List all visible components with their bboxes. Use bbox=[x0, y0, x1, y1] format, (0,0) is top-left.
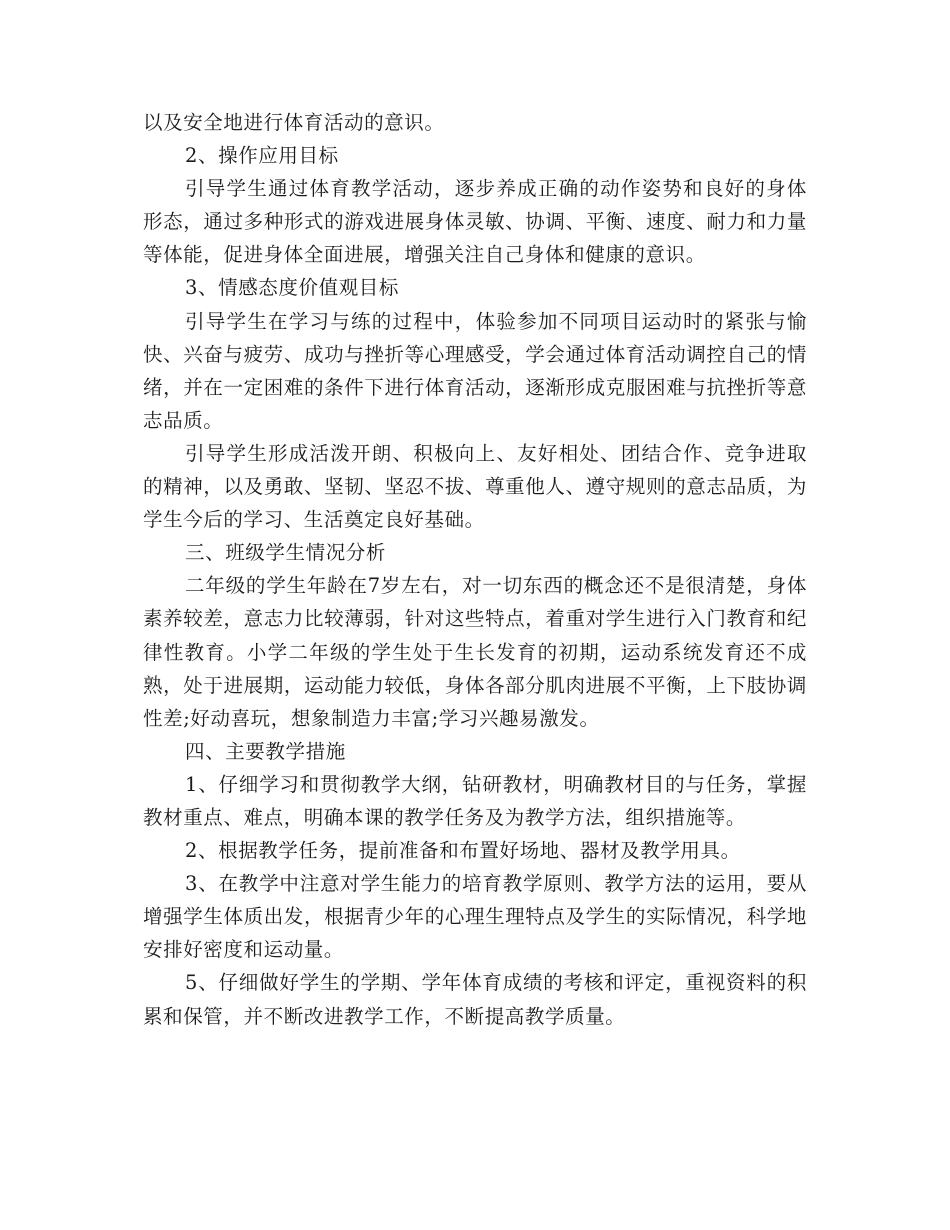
document-body bbox=[143, 106, 807, 1033]
heading-teaching-measures: 四、主要教学措施 bbox=[185, 739, 346, 763]
paragraph-continuation: 以及安全地进行体育活动的意识。 bbox=[143, 111, 445, 134]
heading-emotion-goal: 3、情感态度价值观目标 bbox=[185, 276, 400, 300]
paragraph-measure-5: 5、仔细做好学生的学期、学年体育成绩的考核和评定，重视资料的积累和保管，并不断改进教学工作，不断提高教学质量。 bbox=[143, 971, 807, 1028]
paragraph-emotion-goal-2: 引导学生形成活泼开朗、积极向上、友好相处、团结合作、竞争进取的精神，以及勇敢、坚韧、坚忍不拔、尊重他人、遵守规则的意志品质，为学生今后的学习、生活奠定良好基础。 bbox=[143, 441, 807, 532]
paragraph-emotion-goal-1: 引导学生在学习与练的过程中，体验参加不同项目运动时的紧张与愉快、兴奋与疲劳、成功与挫折等心理感受，学会通过体育活动调控自己的情绪，并在一定困难的条件下进行体育活动，逐渐形成克服困难与抗挫折等意志品质。 bbox=[143, 309, 807, 432]
paragraph-measure-2: 2、根据教学任务，提前准备和布置好场地、器材及教学用具。 bbox=[185, 839, 741, 863]
paragraph-measure-3: 3、在教学中注意对学生能力的培育教学原则、教学方法的运用，要从增强学生体质出发，根据青少年的心理生理特点及学生的实际情况，科学地安排好密度和运动量。 bbox=[143, 872, 807, 962]
paragraph-measure-1: 1、仔细学习和贯彻教学大纲，钻研教材，明确教材目的与任务，掌握教材重点、难点，明确本课的教学任务及为教学方法，组织措施等。 bbox=[143, 772, 807, 829]
heading-class-analysis: 三、班级学生情况分析 bbox=[185, 541, 387, 565]
paragraph-class-analysis: 二年级的学生年龄在7岁左右，对一切东西的概念还不是很清楚，身体素养较差，意志力比较薄弱，针对这些特点，着重对学生进行入门教育和纪律性教育。小学二年级的学生处于生长发育的初期，运动系统发育还不成熟，处于进展期，运动能力较低，身体各部分肌肉进展不平衡，上下肢协调性差;好动喜玩，想象制造力丰富;学习兴趣易激发。 bbox=[143, 574, 807, 730]
heading-operation-goal: 2、操作应用目标 bbox=[185, 144, 339, 168]
paragraph-operation-goal: 引导学生通过体育教学活动，逐步养成正确的动作姿势和良好的身体形态，通过多种形式的游戏进展身体灵敏、协调、平衡、速度、耐力和力量等体能，促进身体全面进展，增强关注自己身体和健康的意识。 bbox=[143, 177, 807, 267]
